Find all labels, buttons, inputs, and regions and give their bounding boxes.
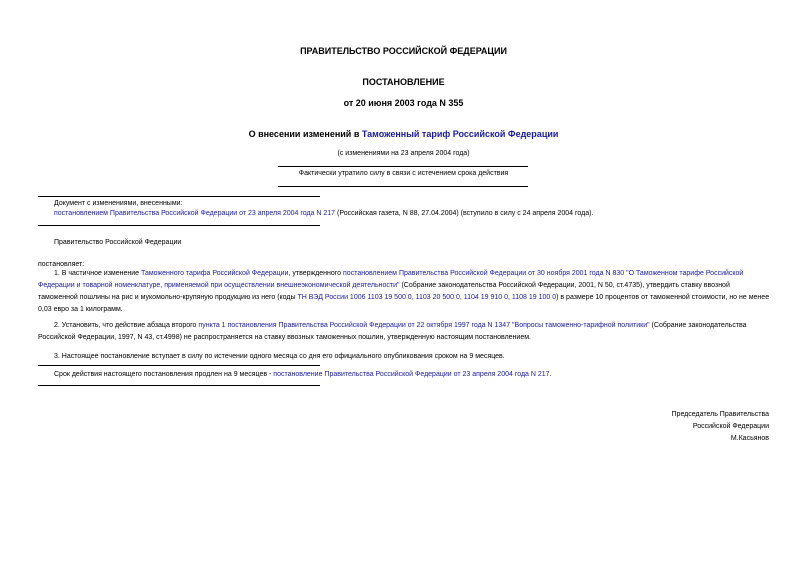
divider bbox=[38, 385, 320, 386]
divider bbox=[38, 196, 320, 197]
signature-country: Российской Федерации bbox=[692, 423, 769, 430]
signature-block bbox=[469, 409, 769, 445]
issuer: Правительство Российской Федерации bbox=[54, 239, 182, 246]
paragraph-2 bbox=[38, 320, 770, 344]
note-text-a: Срок действия настоящего постановления продлен на 9 месяцев - bbox=[54, 371, 274, 378]
divider bbox=[278, 166, 528, 167]
customs-tariff-link[interactable]: Таможенный тариф Российской Федерации bbox=[361, 129, 559, 139]
p2-text-a: 2. Установить, что действие абзаца второго bbox=[54, 322, 199, 329]
p1-text-d: ) в размере 10 процентов от таможенной стоимости, но не менее 0,03 евро за 1 килограмм. bbox=[38, 294, 770, 313]
divider bbox=[38, 365, 320, 366]
divider bbox=[278, 186, 528, 187]
amendments-suffix: (Российская газета, N 88, 27.04.2004) (вступило в силу с 24 апреля 2004 года). bbox=[335, 210, 594, 217]
signature-position: Председатель Правительства bbox=[671, 411, 769, 418]
customs-tariff-link-2[interactable]: Таможенного тарифа Российской Федерации bbox=[141, 270, 289, 277]
p1-text-a: 1. В частичное изменение bbox=[54, 270, 141, 277]
decree-217-link[interactable]: постановление Правительства Российской Федерации от 23 апреля 2004 года N 217 bbox=[273, 371, 550, 378]
validity-extension-note bbox=[54, 369, 552, 381]
validity-note: Фактически утратило силу в связи с истечением срока действия bbox=[298, 170, 509, 177]
note-text-b: . bbox=[549, 371, 552, 378]
document-title bbox=[0, 129, 807, 140]
p2-text-b: (Собрание законодательства Российской Федерации, 1997, N 43, ст.4998) не распространяется на ставку ввозных таможенных пошлин, утвержденную настоящим постановлением. bbox=[38, 322, 747, 341]
amendments-line bbox=[54, 208, 593, 220]
tn-ved-codes-link[interactable]: ТН ВЭД России 1006 1103 19 500 0, 1103 20 500 0, 1104 19 910 0, 1108 19 100 0 bbox=[297, 294, 557, 301]
document-type: ПОСТАНОВЛЕНИЕ bbox=[362, 77, 445, 87]
changes-note: (с изменениями на 23 апреля 2004 года) bbox=[337, 150, 470, 157]
signature-name: М.Касьянов bbox=[730, 435, 769, 442]
p1-text-b: , утвержденного bbox=[288, 270, 344, 277]
decree-1347-link[interactable]: пункта 1 постановления Правительства Российской Федерации от 22 октября 1997 года N 1347 "Вопросы таможенно-тарифной политики" bbox=[198, 322, 650, 329]
paragraph-1 bbox=[38, 268, 770, 316]
decrees-word: постановляет: bbox=[38, 261, 85, 268]
document-date-number: от 20 июня 2003 года N 355 bbox=[343, 98, 464, 108]
decree-830-link[interactable]: постановлением Правительства Российской Федерации от 30 ноября 2001 года N 830 "О Таможенном тарифе Российской Федерации и товарной номенклатуре, применяемой при осуществлении внешнеэкономической деятельности" bbox=[38, 270, 744, 289]
p1-text-c: (Собрание законодательства Российской Федерации, 2001, N 50, ст.4735), утвердить ставку ввозной таможенной пошлины на рис и мукомольно-крупяную продукцию из него (коды bbox=[38, 282, 730, 301]
title-prefix: О внесении изменений в bbox=[248, 129, 362, 139]
amendment-decree-link[interactable]: постановлением Правительства Российской Федерации от 23 апреля 2004 года N 217 bbox=[54, 210, 336, 217]
government-heading: ПРАВИТЕЛЬСТВО РОССИЙСКОЙ ФЕДЕРАЦИИ bbox=[300, 46, 507, 56]
amendments-intro: Документ с изменениями, внесенными: bbox=[54, 200, 183, 207]
paragraph-3: 3. Настоящее постановление вступает в силу по истечении одного месяца со дня его официального опубликования сроком на 9 месяцев. bbox=[54, 353, 505, 360]
divider bbox=[38, 225, 320, 226]
